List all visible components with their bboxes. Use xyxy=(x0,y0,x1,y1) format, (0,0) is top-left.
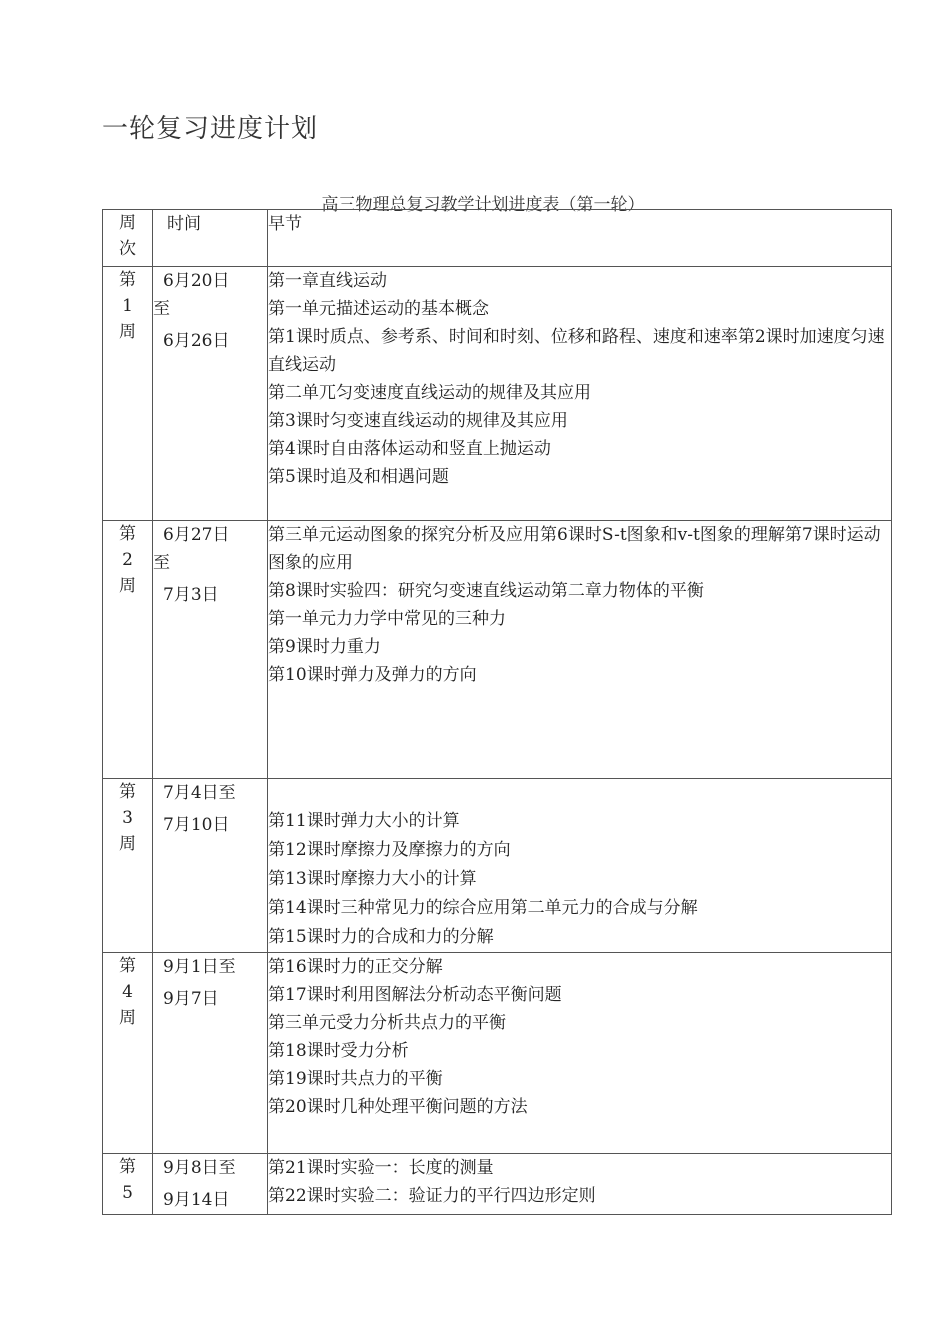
week-cell xyxy=(103,267,153,521)
week-char: 周 xyxy=(119,576,136,596)
week-cell xyxy=(103,779,153,953)
time-cell xyxy=(153,953,268,1154)
week-char: 周 xyxy=(119,322,136,342)
week-char: 2 xyxy=(122,550,133,570)
time-cell xyxy=(153,267,268,521)
time-line: 6月27日 xyxy=(163,525,230,545)
time-line: 9月1日至 xyxy=(163,957,236,977)
content-line: 第12课时摩擦力及摩擦力的方向 xyxy=(268,840,511,860)
content-line: 第22课时实验二：验证力的平行四边形定则 xyxy=(268,1186,596,1206)
week-cell xyxy=(103,953,153,1154)
content-line: 第一章直线运动 xyxy=(268,271,387,291)
time-cell xyxy=(153,521,268,779)
content-line: 第4课时自由落体运动和竖直上抛运动 xyxy=(268,439,551,459)
content-cell xyxy=(268,521,892,779)
table-header-row xyxy=(103,210,892,267)
content-line xyxy=(268,779,891,807)
time-line: 7月4日至 xyxy=(163,783,236,803)
week-char: 4 xyxy=(122,982,133,1002)
time-line: 6月26日 xyxy=(163,331,230,351)
week-char: 第 xyxy=(119,1157,136,1177)
week-char: 第 xyxy=(119,270,136,290)
time-cell xyxy=(153,1154,268,1215)
header-content: 早节 xyxy=(268,210,892,267)
content-line: 第11课时弹力大小的计算 xyxy=(268,811,460,831)
week-char: 第 xyxy=(119,782,136,802)
time-line: 9月14日 xyxy=(163,1190,230,1210)
content-line: 第9课时力重力 xyxy=(268,637,381,657)
content-line: 第1课时质点、参考系、时间和时刻、位移和路程、速度和速率第2课时加速度匀速直线运动 xyxy=(268,327,885,375)
content-line: 第19课时共点力的平衡 xyxy=(268,1069,443,1089)
table-row-week-4 xyxy=(103,953,892,1154)
header-week-char: 次 xyxy=(119,239,136,259)
content-cell xyxy=(268,267,892,521)
time-cell xyxy=(153,779,268,953)
content-line: 第13课时摩擦力大小的计算 xyxy=(268,869,477,889)
header-week xyxy=(103,210,153,267)
table-row-week-3 xyxy=(103,779,892,953)
content-line: 第5课时追及和相遇问题 xyxy=(268,467,449,487)
content-line: 第三单元运动图象的探究分析及应用第6课时S-t图象和v-t图象的理解第7课时运动图象的应用 xyxy=(268,525,881,573)
week-char: 第 xyxy=(119,524,136,544)
week-char: 5 xyxy=(122,1183,133,1203)
content-line: 第20课时几种处理平衡问题的方法 xyxy=(268,1097,528,1117)
time-line: 9月8日至 xyxy=(163,1158,236,1178)
content-line: 第8课时实验四：研究匀变速直线运动第二章力物体的平衡 xyxy=(268,581,704,601)
time-line: 7月3日 xyxy=(163,585,219,605)
content-line: 第二单兀匀变速度直线运动的规律及其应用 xyxy=(268,383,591,403)
week-cell xyxy=(103,521,153,779)
content-line: 第3课时匀变速直线运动的规律及其应用 xyxy=(268,411,568,431)
content-cell xyxy=(268,1154,892,1215)
content-cell xyxy=(268,779,892,953)
time-line: 6月20日 xyxy=(163,271,230,291)
week-char: 3 xyxy=(122,808,133,828)
time-line: 至 xyxy=(153,299,170,319)
document-title: 一轮复习进度计划 xyxy=(102,114,319,144)
content-line: 第17课时利用图解法分析动态平衡问题 xyxy=(268,985,562,1005)
table-row-week-5 xyxy=(103,1154,892,1215)
table-row-week-1 xyxy=(103,267,892,521)
header-time: 时间 xyxy=(153,210,268,267)
header-week-char: 周 xyxy=(119,213,136,233)
week-char: 1 xyxy=(122,296,133,316)
content-line: 第14课时三种常见力的综合应用第二单元力的合成与分解 xyxy=(268,898,698,918)
table-caption: 高三物理总复习教学计划进度表（第一轮） xyxy=(321,195,645,215)
content-cell xyxy=(268,953,892,1154)
time-line: 9月7日 xyxy=(163,989,219,1009)
content-line: 第一单元描述运动的基本概念 xyxy=(268,299,489,319)
schedule-table xyxy=(102,209,892,1215)
week-cell xyxy=(103,1154,153,1215)
content-line: 第一单元力力学中常见的三种力 xyxy=(268,609,506,629)
content-line: 第21课时实验一：长度的测量 xyxy=(268,1158,494,1178)
content-line: 第16课时力的正交分解 xyxy=(268,957,443,977)
week-char: 周 xyxy=(119,834,136,854)
content-line: 第三单元受力分析共点力的平衡 xyxy=(268,1013,506,1033)
week-char: 第 xyxy=(119,956,136,976)
content-line: 第18课时受力分析 xyxy=(268,1041,409,1061)
time-line: 至 xyxy=(153,553,170,573)
week-char: 周 xyxy=(119,1008,136,1028)
content-line: 第10课时弹力及弹力的方向 xyxy=(268,665,477,685)
time-line: 7月10日 xyxy=(163,815,230,835)
table-row-week-2 xyxy=(103,521,892,779)
content-line: 第15课时力的合成和力的分解 xyxy=(268,927,494,947)
